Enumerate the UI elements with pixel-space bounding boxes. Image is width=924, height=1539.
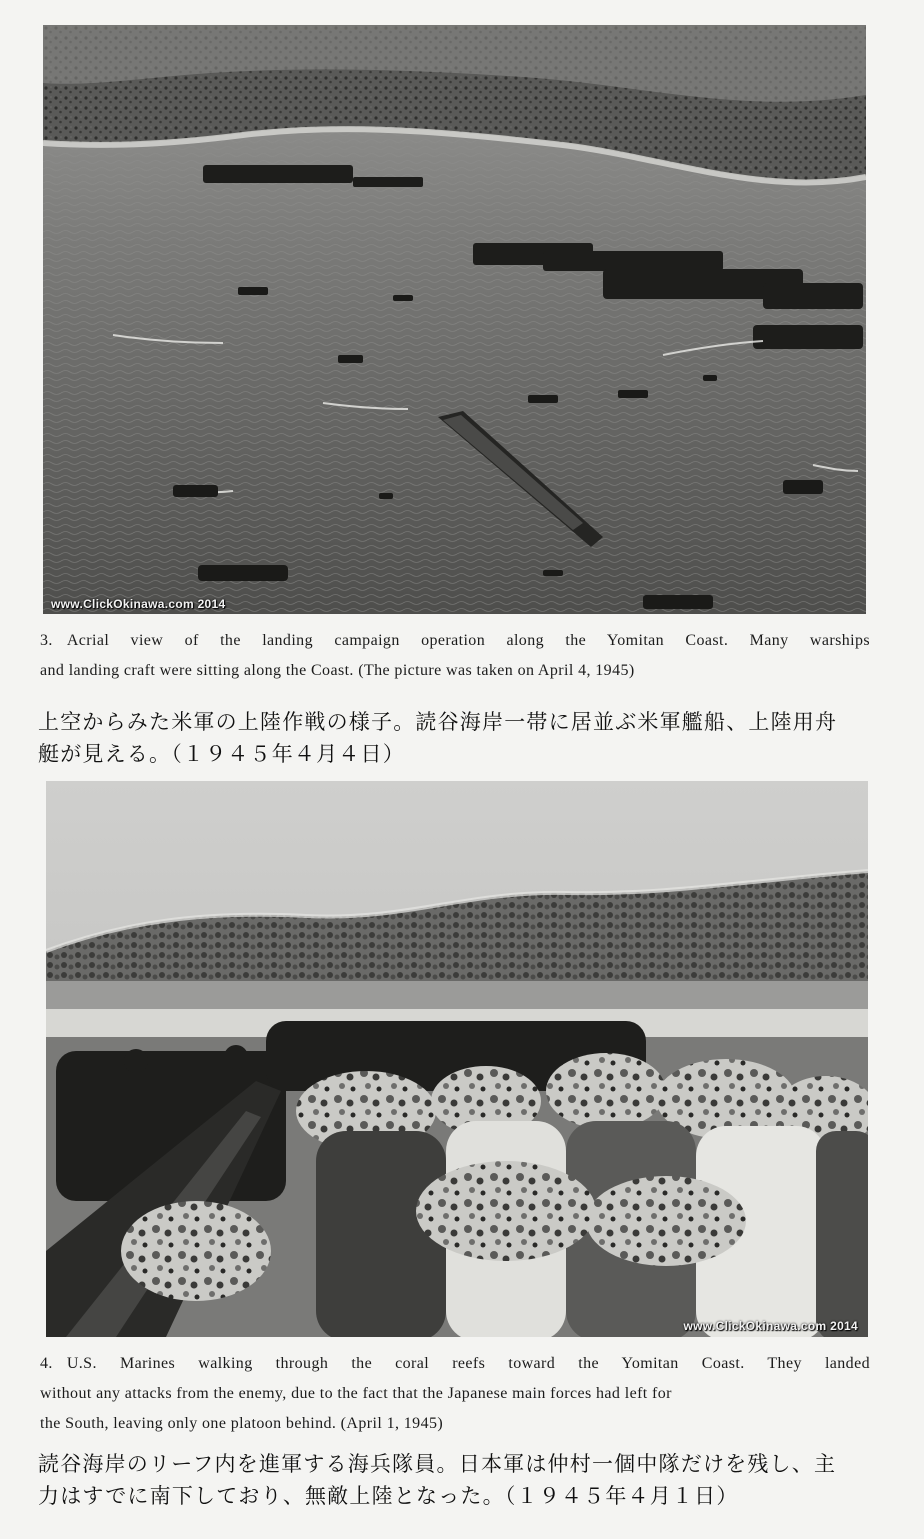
caption-line: the South, leaving only one platoon behind. (April 1, 1945) [40, 1415, 444, 1432]
aerial-landing-photo [43, 25, 866, 614]
marines-landing-image [46, 781, 868, 1337]
caption-line: 上空からみた米軍の上陸作戦の様子。読谷海岸一帯に居並ぶ米軍艦船、上陸用舟 [38, 710, 838, 734]
caption-text: Acrial view of the landing campaign operation along the Yomitan Coast. Many warships [66, 632, 870, 649]
caption-line: without any attacks from the enemy, due to the fact that the Japanese main forces had left for [40, 1385, 672, 1402]
caption-text: U.S. Marines walking through the coral reefs toward the Yomitan Coast. They landed [66, 1355, 870, 1372]
caption-line [40, 626, 870, 656]
photo-watermark: www.ClickOkinawa.com 2014 [683, 1319, 858, 1333]
caption-line: 艇が見える。（１９４５年４月４日） [38, 742, 405, 766]
caption-number: 3. [40, 632, 53, 649]
caption-line: 読谷海岸のリーフ内を進軍する海兵隊員。日本軍は仲村一個中隊だけを残し、主 [38, 1452, 837, 1476]
marines-landing-photo [46, 781, 868, 1337]
photo-4-caption-japanese [38, 1448, 874, 1512]
caption-line: and landing craft were sitting along the Coast. (The picture was taken on April 4, 1945) [40, 662, 635, 679]
caption-line: 力はすでに南下しており、無敵上陸となった。（１９４５年４月１日） [38, 1484, 739, 1508]
photo-3-caption-english [40, 626, 870, 686]
caption-number: 4. [40, 1355, 53, 1372]
caption-line [40, 1349, 870, 1379]
photo-3-caption-japanese [38, 706, 874, 770]
photo-4-caption-english [40, 1349, 870, 1439]
aerial-landing-image [43, 25, 866, 614]
photo-watermark: www.ClickOkinawa.com 2014 [51, 597, 226, 611]
